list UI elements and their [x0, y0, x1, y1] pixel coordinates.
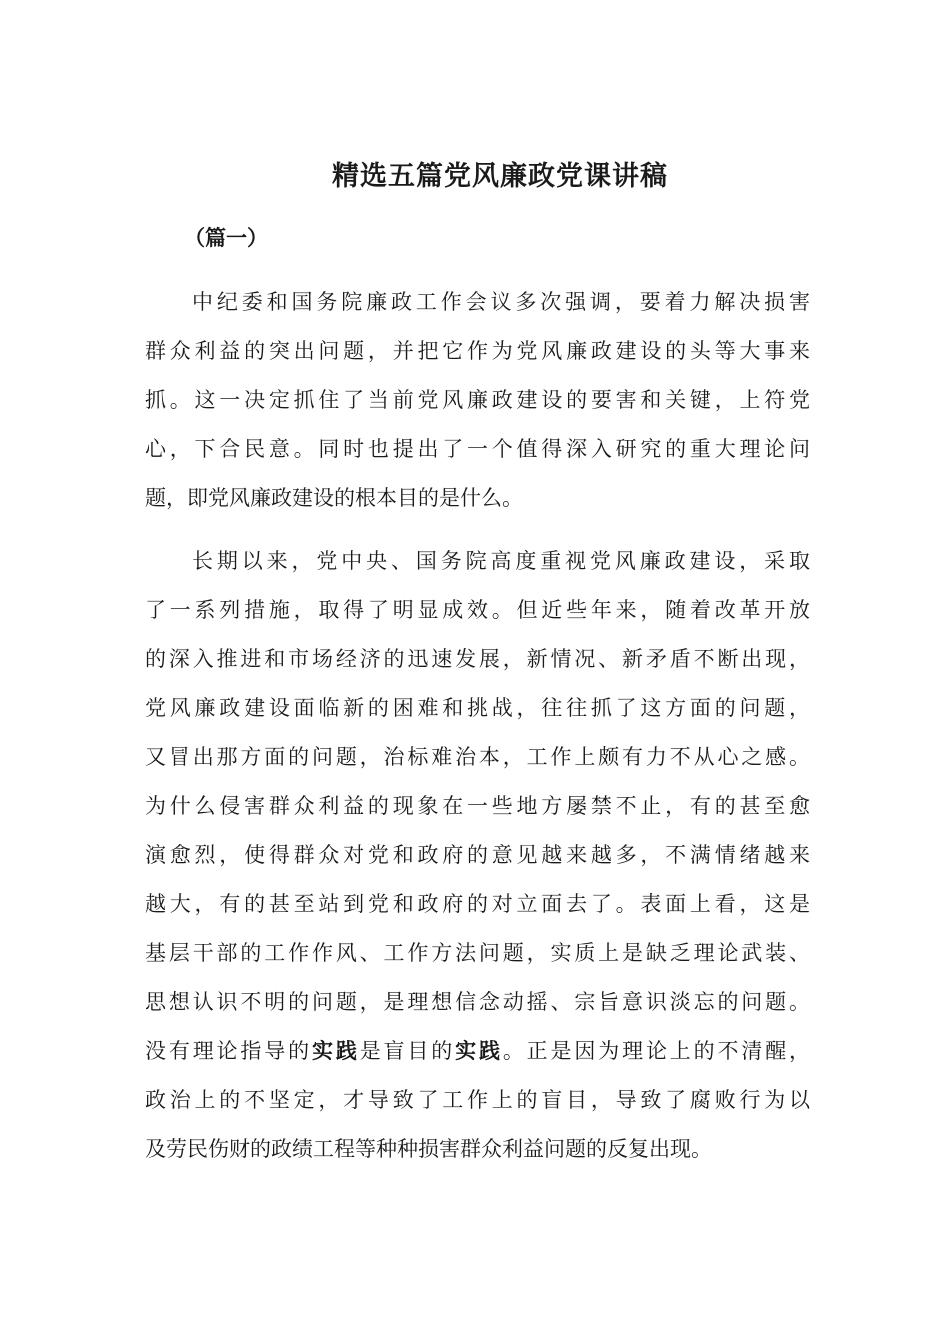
- text-line: 政治上的不坚定，才导致了工作上的盲目，导致了腐败行为以: [145, 1088, 810, 1112]
- text-line: 越大，有的甚至站到党和政府的对立面去了。表面上看，这是: [145, 892, 810, 916]
- text-line: 长期以来，党中央、国务院高度重视党风廉政建设，采取: [192, 549, 810, 573]
- section-heading: （篇一）: [184, 225, 268, 250]
- text-segment: 没有理论指导的: [145, 1039, 312, 1063]
- text-line: 题，即党风廉政建设的根本目的是什么。: [145, 486, 523, 510]
- text-line: 了一系列措施，取得了明显成效。但近些年来，随着改革开放: [145, 598, 810, 622]
- text-line: 基层干部的工作作风、工作方法问题，实质上是缺乏理论武装、: [145, 941, 810, 965]
- emphasis-text: 实践: [311, 1038, 360, 1063]
- text-line: 为什么侵害群众利益的现象在一些地方屡禁不止，有的甚至愈: [145, 794, 810, 818]
- text-line: 思想认识不明的问题，是理想信念动摇、宗旨意识淡忘的问题。: [145, 990, 810, 1014]
- text-line: 的深入推进和市场经济的迅速发展，新情况、新矛盾不断出现，: [145, 647, 810, 671]
- text-line: 心，下合民意。同时也提出了一个值得深入研究的重大理论问: [145, 437, 810, 461]
- text-line: 演愈烈，使得群众对党和政府的意见越来越多，不满情绪越来: [145, 843, 810, 867]
- text-line: [145, 1035, 810, 1065]
- text-line: 中纪委和国务院廉政工作会议多次强调，要着力解决损害: [192, 290, 810, 314]
- text-segment: 。正是因为理论上的不清醒，: [502, 1039, 811, 1063]
- text-segment: 是盲目的: [359, 1039, 456, 1063]
- text-line: 抓。这一决定抓住了当前党风廉政建设的要害和关键，上符党: [145, 388, 810, 412]
- text-line: 又冒出那方面的问题，治标难治本，工作上颇有力不从心之感。: [145, 745, 810, 769]
- text-line: 及劳民伤财的政绩工程等种种损害群众利益问题的反复出现。: [145, 1137, 712, 1161]
- document-title: 精选五篇党风廉政党课讲稿: [332, 161, 668, 192]
- text-line: 党风廉政建设面临新的困难和挑战，往往抓了这方面的问题，: [145, 696, 810, 720]
- text-line: 群众利益的突出问题，并把它作为党风廉政建设的头等大事来: [145, 339, 810, 363]
- emphasis-text: 实践: [455, 1038, 503, 1063]
